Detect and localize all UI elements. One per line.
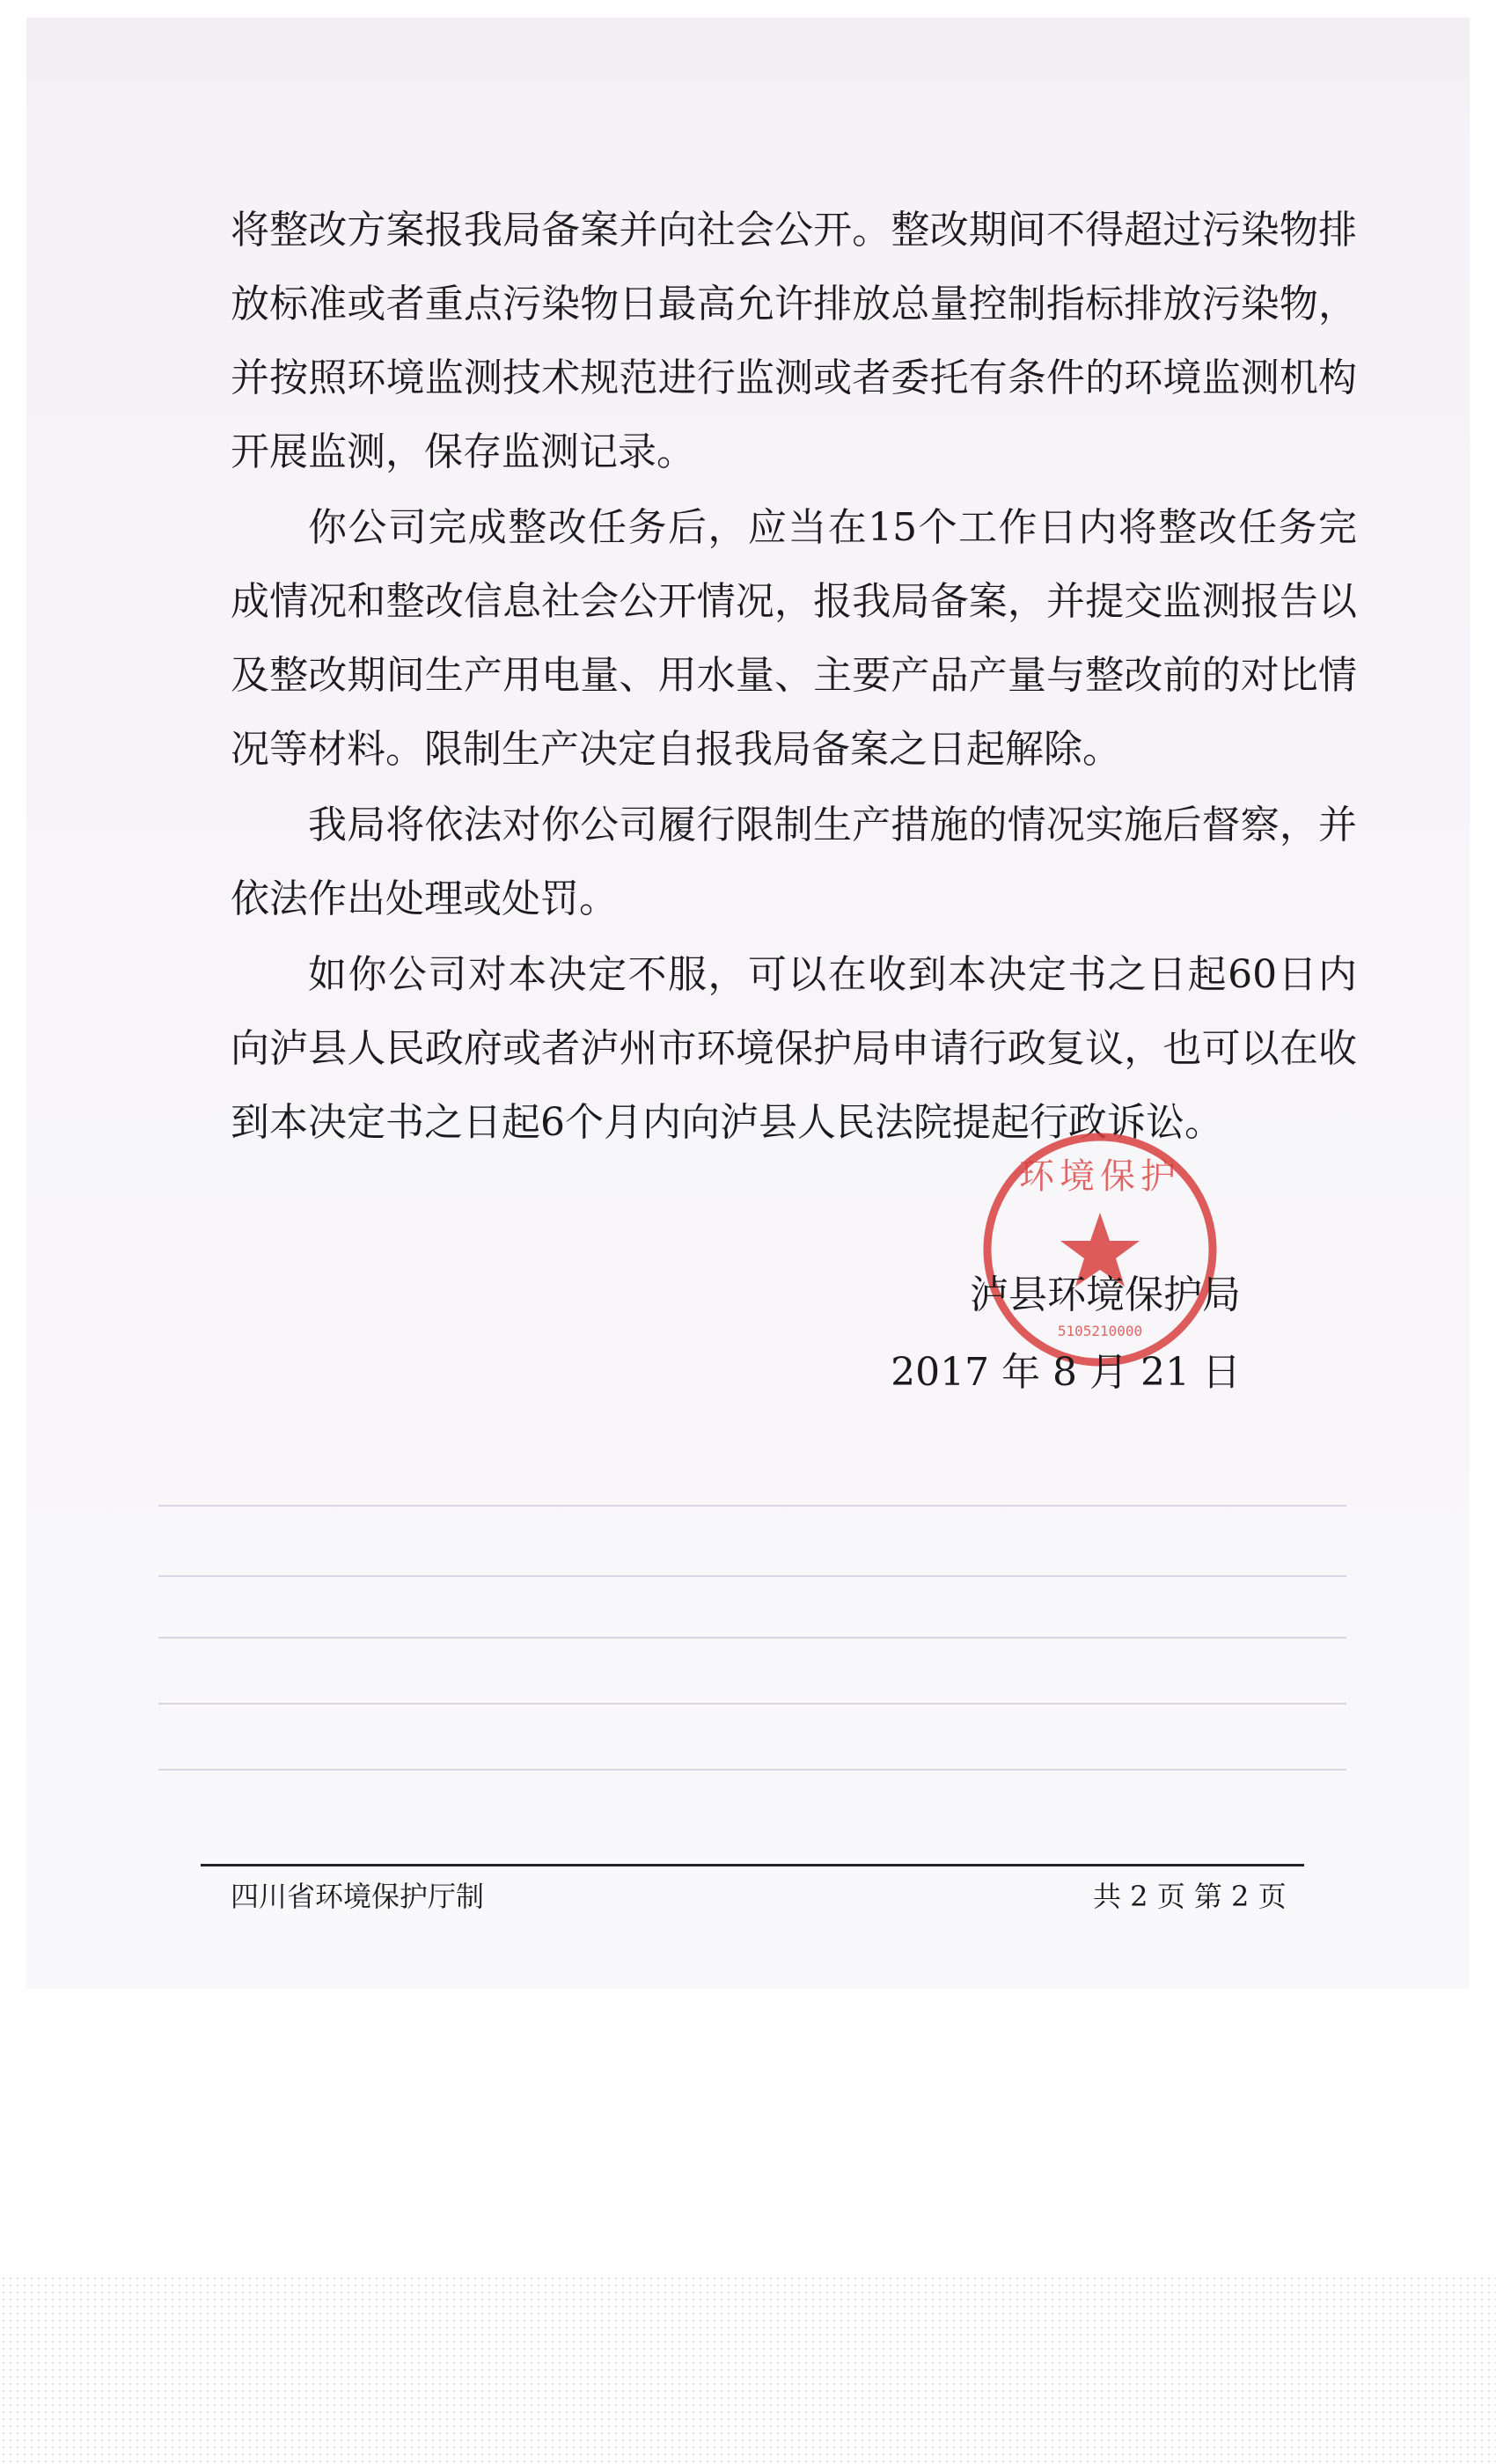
bleed-through-line	[158, 1505, 1346, 1507]
bleed-through-line	[158, 1703, 1346, 1705]
paragraph-3: 我局将依法对你公司履行限制生产措施的情况实施后督察，并依法作出处理或处罚。	[231, 803, 1357, 921]
footer-page-number: 共 2 页 第 2 页	[1093, 1880, 1287, 1913]
bleed-through-line	[158, 1637, 1346, 1639]
document-body	[231, 194, 1357, 1162]
paragraph-4: 如你公司对本决定不服，可以在收到本决定书之日起60日内向泸县人民政府或者泸州市环境保护局申请行政复议，也可以在收到本决定书之日起6个月内向泸县人民法院提起行政诉讼。	[231, 952, 1357, 1145]
paragraph-1: 将整改方案报我局备案并向社会公开。整改期间不得超过污染物排放标准或者重点污染物日最高允许排放总量控制指标排放污染物，并按照环境监测技术规范进行监测或者委托有条件的环境监测机构开展监测，保存监测记录。	[231, 208, 1357, 474]
signature-block	[891, 1257, 1241, 1412]
svg-text:环境保护: 环境保护	[1019, 1156, 1181, 1197]
signing-organization: 泸县环境保护局	[970, 1272, 1241, 1317]
footer-divider	[201, 1864, 1304, 1866]
signing-date: 2017 年 8 月 21 日	[891, 1350, 1241, 1395]
bleed-through-line	[158, 1575, 1346, 1577]
footer-issuer: 四川省环境保护厅制	[231, 1880, 485, 1913]
bleed-through-line	[158, 1769, 1346, 1771]
scan-dot-pattern	[0, 2275, 1496, 2464]
svg-text:5105210000: 5105210000	[1057, 1323, 1143, 1339]
paragraph-2: 你公司完成整改任务后，应当在15个工作日内将整改任务完成情况和整改信息社会公开情况，报我局备案，并提交监测报告以及整改期间生产用电量、用水量、主要产品产量与整改前的对比情况等材料。限制生产决定自报我局备案之日起解除。	[231, 505, 1357, 772]
